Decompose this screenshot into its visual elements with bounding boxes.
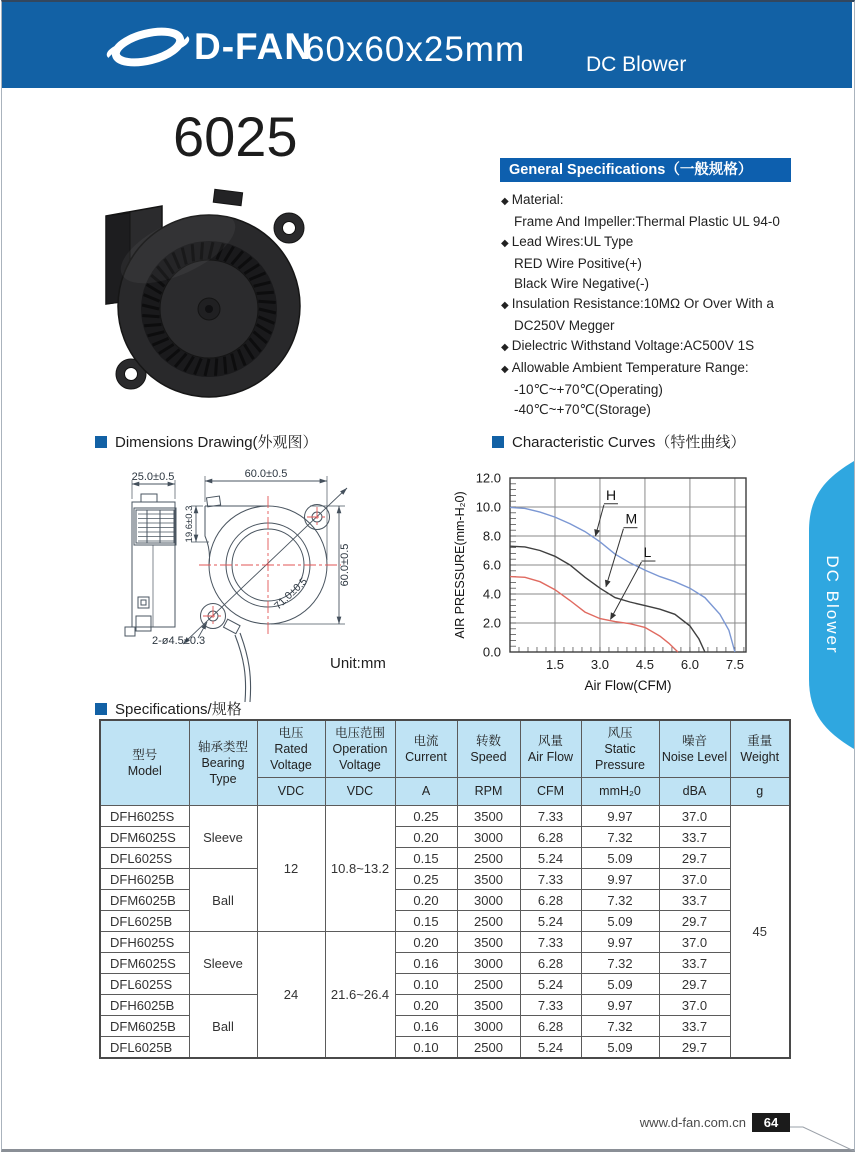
annotation-label: H xyxy=(605,486,617,503)
x-tick-label: 3.0 xyxy=(590,657,610,672)
section-specifications-label: Specifications/规格 xyxy=(115,701,242,718)
spec-line: ◆ Dielectric Withstand Voltage:AC500V 1S xyxy=(501,338,755,353)
dimensions-drawing xyxy=(95,450,455,705)
dim-diagonal: 71.0±0.5 xyxy=(272,575,310,613)
y-tick-label: 10.0 xyxy=(475,499,501,515)
spec-line: RED Wire Positive(+) xyxy=(514,256,642,271)
series-M xyxy=(510,546,705,652)
col-header-air-flow: 风量 Air Flow xyxy=(520,720,581,778)
table-row: DFH6025S Sleeve 24 21.6~26.4 0.20 3500 7.33 9.97 37.0 xyxy=(100,932,790,953)
brand-name: D-FAN xyxy=(194,26,313,67)
brand-logo xyxy=(106,24,312,70)
y-tick-label: 2.0 xyxy=(482,615,501,631)
section-dimensions-label: Dimensions Drawing(外观图） xyxy=(115,434,318,451)
unit-operation-voltage: VDC xyxy=(325,778,395,806)
x-tick-label: 1.5 xyxy=(545,657,565,672)
col-header-model: 型号 Model xyxy=(100,720,189,806)
spec-table xyxy=(99,719,791,1059)
centerlines xyxy=(199,496,341,636)
characteristic-curves-chart xyxy=(448,450,782,700)
y-tick-label: 0.0 xyxy=(482,644,501,660)
col-header-weight: 重量 Weight xyxy=(730,720,790,778)
page-number: 64 xyxy=(752,1113,790,1132)
series-H xyxy=(510,507,735,652)
blue-square-icon xyxy=(492,436,504,448)
annotation-label: M xyxy=(625,510,638,527)
table-row: DFL6025S 0.10 2500 5.24 5.09 29.7 xyxy=(100,974,790,995)
dim-inlet-offset: 19.6±0.3 xyxy=(184,505,195,543)
section-curves-heading xyxy=(492,431,745,452)
col-header-speed: 转数 Speed xyxy=(457,720,520,778)
x-tick-label: 4.5 xyxy=(635,657,654,672)
col-header-static-pressure: 风压 Static Pressure xyxy=(581,720,659,778)
table-row: DFM6025B 0.20 3000 6.28 7.32 33.7 xyxy=(100,890,790,911)
general-specs-list xyxy=(501,190,836,420)
unit-rated-voltage: VDC xyxy=(257,778,325,806)
table-row: DFH6025S Sleeve 12 10.8~13.2 0.25 3500 7.33 9.97 37.0 45 xyxy=(100,806,790,827)
dim-holes: 2-ø4.5±0.3 xyxy=(152,635,206,647)
dim-side-width: 25.0±0.5 xyxy=(131,471,175,483)
section-curves-label: Characteristic Curves（特性曲线） xyxy=(512,434,746,451)
spec-line: Black Wire Negative(-) xyxy=(514,276,650,291)
unit-static-pressure: mmH₂0 xyxy=(581,778,659,806)
unit-air-flow: CFM xyxy=(520,778,581,806)
x-tick-label: 7.5 xyxy=(725,657,744,672)
general-specs-title: General Specifications（一般规格） xyxy=(500,158,791,182)
dim-front-width: 60.0±0.5 xyxy=(244,468,288,480)
footer-corner-line xyxy=(790,1118,856,1152)
unit-noise: dBA xyxy=(659,778,730,806)
y-tick-label: 12.0 xyxy=(475,470,501,486)
spec-line: -40℃~+70℃(Storage) xyxy=(514,402,651,417)
dim-front-height: 60.0±0.5 xyxy=(339,543,351,587)
unit-current: A xyxy=(395,778,457,806)
page-title: 6025 xyxy=(173,105,298,168)
section-dimensions-heading xyxy=(95,431,318,452)
col-header-bearing: 轴承类型 Bearing Type xyxy=(189,720,257,806)
side-tab-label: DC Blower xyxy=(823,555,842,655)
table-row: DFM6025B 0.16 3000 6.28 7.32 33.7 xyxy=(100,1016,790,1037)
fan-swirl-icon xyxy=(106,24,190,70)
spec-line: Frame And Impeller:Thermal Plastic UL 94-0 xyxy=(514,214,780,229)
table-row: DFH6025B Ball 0.20 3500 7.33 9.97 37.0 xyxy=(100,995,790,1016)
y-tick-label: 4.0 xyxy=(482,586,501,602)
side-tab-dc-blower[interactable] xyxy=(806,461,854,749)
spec-line: -10℃~+70℃(Operating) xyxy=(514,382,663,397)
table-row: DFM6025S 0.20 3000 6.28 7.32 33.7 xyxy=(100,827,790,848)
product-type-label: DC Blower xyxy=(586,53,687,76)
y-axis-title: AIR PRESSURE(mm-H₂0) xyxy=(453,491,467,639)
annotation-arrow xyxy=(610,562,641,619)
y-tick-label: 6.0 xyxy=(482,557,501,573)
table-row: DFL6025B 0.15 2500 5.24 5.09 29.7 xyxy=(100,911,790,932)
y-tick-label: 8.0 xyxy=(482,528,501,544)
spec-line: ◆ Insulation Resistance:10MΩ Or Over With a xyxy=(501,296,774,311)
x-tick-label: 6.0 xyxy=(680,657,699,672)
col-header-rated-voltage: 电压 Rated Voltage xyxy=(257,720,325,778)
product-size-label: 60x60x25mm xyxy=(305,30,526,69)
spec-line: ◆ Lead Wires:UL Type xyxy=(501,234,634,249)
header-banner xyxy=(2,2,852,88)
spec-line: ◆ Material: xyxy=(501,192,564,207)
unit-label: Unit:mm xyxy=(330,655,386,672)
x-axis-title: Air Flow(CFM) xyxy=(584,678,672,693)
col-header-operation-voltage: 电压范围 Operation Voltage xyxy=(325,720,395,778)
table-row: DFM6025S 0.16 3000 6.28 7.32 33.7 xyxy=(100,953,790,974)
series-L xyxy=(510,577,678,652)
spec-line: DC250V Megger xyxy=(514,318,615,333)
product-photo xyxy=(96,176,310,406)
spec-table-body xyxy=(100,806,790,1059)
blue-square-icon xyxy=(95,436,107,448)
unit-weight: g xyxy=(730,778,790,806)
annotation-label: L xyxy=(643,544,652,561)
footer-website: www.d-fan.com.cn xyxy=(639,1115,746,1130)
table-row: DFH6025B Ball 0.25 3500 7.33 9.97 37.0 xyxy=(100,869,790,890)
spec-line: ◆ Allowable Ambient Temperature Range: xyxy=(501,360,749,375)
table-row: DFL6025B 0.10 2500 5.24 5.09 29.7 xyxy=(100,1037,790,1059)
col-header-noise: 噪音 Noise Level xyxy=(659,720,730,778)
table-row: DFL6025S 0.15 2500 5.24 5.09 29.7 xyxy=(100,848,790,869)
col-header-current: 电流 Current xyxy=(395,720,457,778)
unit-speed: RPM xyxy=(457,778,520,806)
